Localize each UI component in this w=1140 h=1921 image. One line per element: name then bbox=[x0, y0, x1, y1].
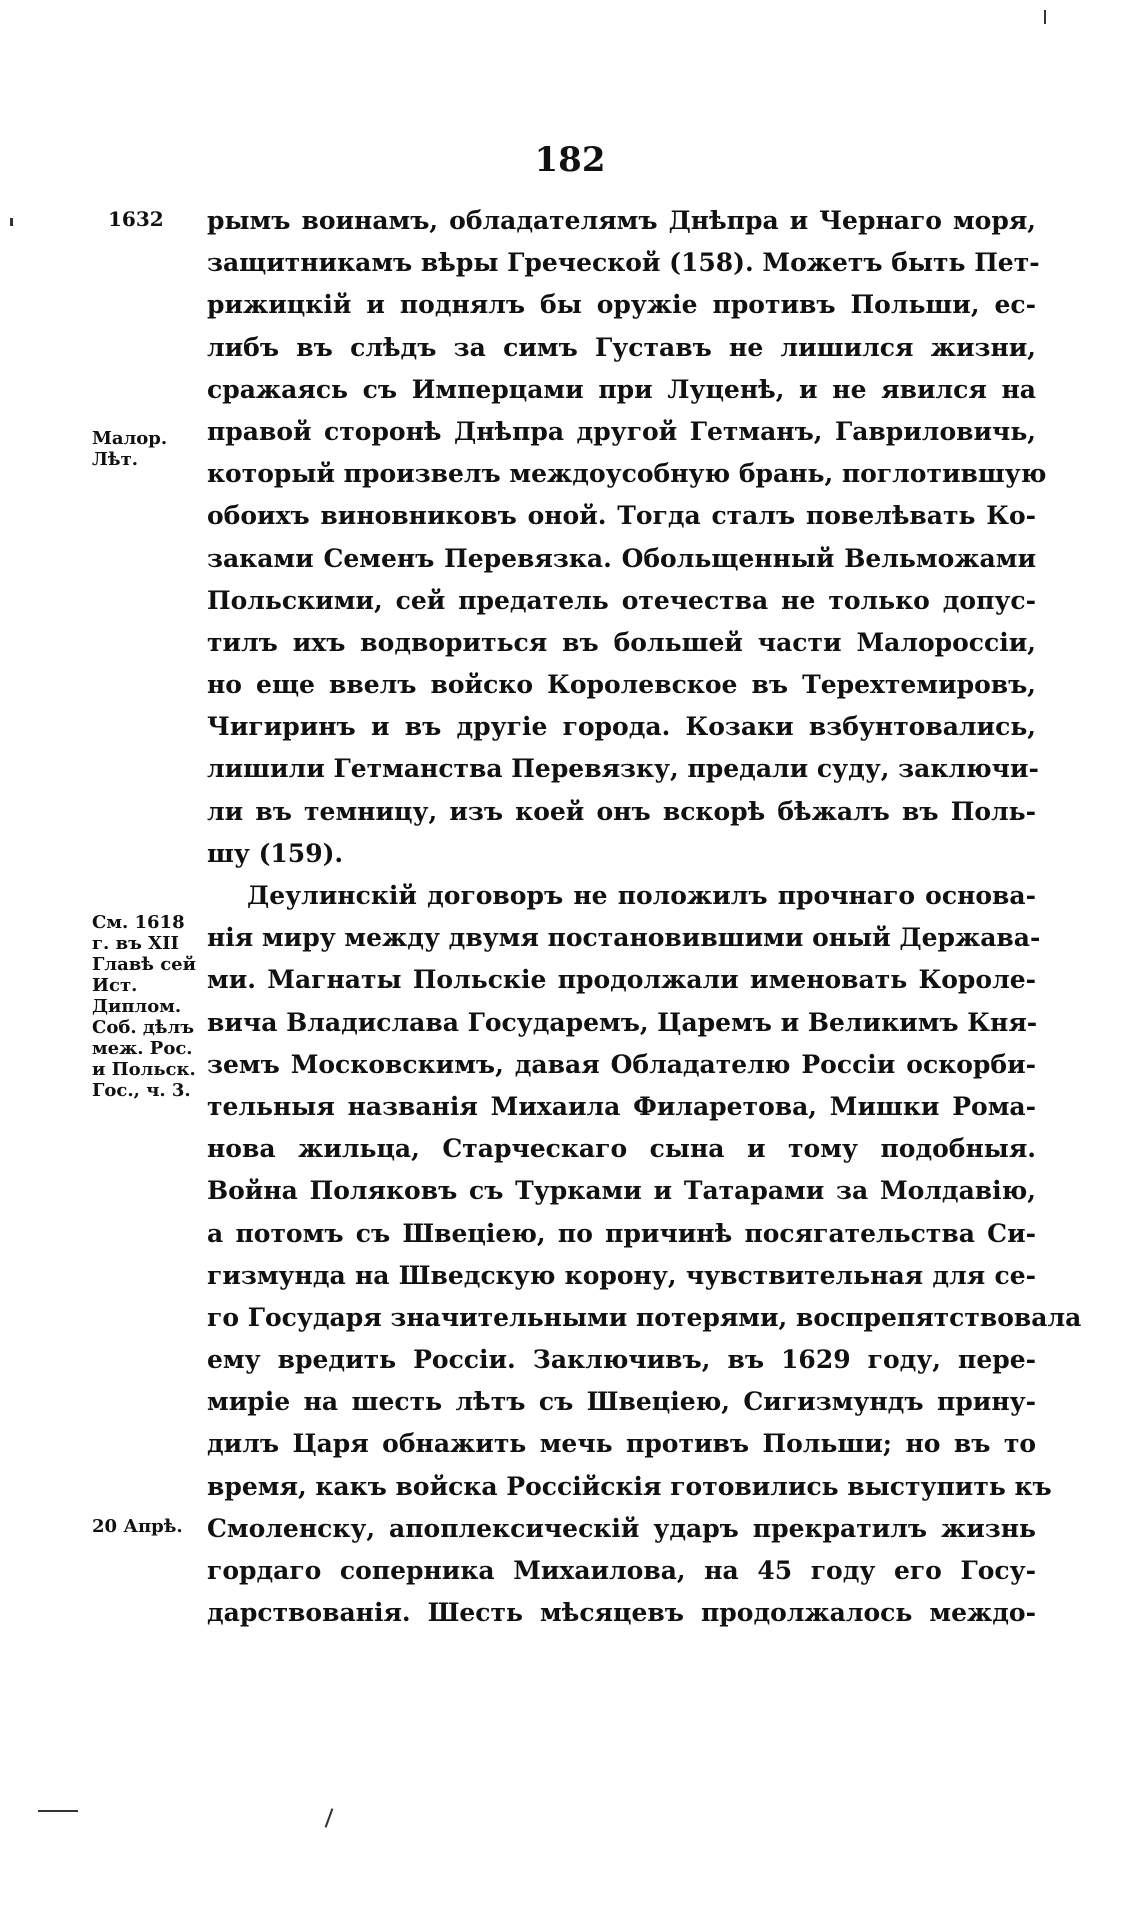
text-line: тельныя названія Михаила Филаретова, Мишки Рома- bbox=[207, 1091, 1036, 1121]
text-line: заками Семенъ Перевязка. Обольщенный Вельможами bbox=[207, 543, 1036, 573]
scan-mark-bottom bbox=[325, 1808, 334, 1827]
text-line: обоихъ виновниковъ оной. Тогда сталъ повелѣвать Ко- bbox=[207, 501, 1036, 531]
margin-note-date bbox=[92, 1516, 204, 1537]
text-line: го Государя значительными потерями, воспрепятствовала bbox=[207, 1302, 1082, 1332]
text-line: дарствованія. Шесть мѣсяцевъ продолжалось междо- bbox=[207, 1598, 1036, 1628]
margin-note-line: меж. Рос. bbox=[92, 1038, 193, 1059]
page-number: 182 bbox=[534, 140, 606, 180]
text-line: защитникамъ вѣры Греческой (158). Можетъ быть Пет- bbox=[207, 248, 1040, 278]
margin-note-line: Малор. bbox=[92, 428, 168, 449]
text-line: правой сторонѣ Днѣпра другой Гетманъ, Гавриловичь, bbox=[207, 416, 1036, 446]
text-line: сражаясь съ Имперцами при Луценѣ, и не явился на bbox=[207, 374, 1036, 404]
text-line: ему вредить Россіи. Заключивъ, въ 1629 году, пере- bbox=[207, 1345, 1036, 1375]
text-line: лишили Гетманства Перевязку, предали суду, заключи- bbox=[207, 754, 1039, 784]
text-line: нова жильца, Старческаго сына и тому подобныя. bbox=[207, 1134, 1036, 1164]
text-line: Чигиринъ и въ другіе города. Козаки взбунтовались, bbox=[207, 712, 1036, 742]
margin-note-line: г. въ XII bbox=[92, 933, 179, 954]
scan-mark-left bbox=[10, 218, 13, 226]
text-line: тилъ ихъ водвориться въ большей части Малороссіи, bbox=[207, 627, 1036, 657]
margin-note-line: и Польск. bbox=[92, 1059, 196, 1080]
text-line: время, какъ войска Россійскія готовились выступить къ bbox=[207, 1471, 1052, 1501]
text-line: гизмунда на Шведскую корону, чувствительная для се- bbox=[207, 1260, 1036, 1290]
scan-mark-bottom-left bbox=[38, 1810, 78, 1812]
margin-note-line: Главѣ сей bbox=[92, 954, 196, 975]
margin-note-line: Соб. дѣлъ bbox=[92, 1017, 195, 1038]
text-line: Деулинскій договоръ не положилъ прочнаго основа- bbox=[247, 881, 1036, 910]
year-marker: 1632 bbox=[108, 207, 164, 231]
margin-note-sources bbox=[92, 912, 204, 1101]
text-line: шу (159). bbox=[207, 838, 344, 868]
text-line: а потомъ съ Швеціею, по причинѣ посягательства Си- bbox=[207, 1218, 1036, 1248]
margin-note-malor bbox=[92, 428, 204, 470]
text-line: который произвелъ междоусобную брань, поглотившую bbox=[207, 459, 1047, 489]
text-line: рижицкій и поднялъ бы оружіе противъ Польши, ес- bbox=[207, 290, 1036, 320]
margin-note-line: Диплом. bbox=[92, 996, 182, 1017]
paragraph-1 bbox=[207, 200, 1047, 875]
text-line: либъ въ слѣдъ за симъ Густавъ не лишился жизни, bbox=[207, 332, 1036, 362]
text-line: но еще ввелъ войско Королевское въ Терехтемировъ, bbox=[207, 670, 1036, 700]
margin-note-line: См. 1618 bbox=[92, 912, 185, 933]
text-line: вича Владислава Государемъ, Царемъ и Великимъ Кня- bbox=[207, 1007, 1038, 1037]
text-line: Смоленску, апоплексическій ударъ прекратилъ жизнь bbox=[207, 1513, 1036, 1543]
scan-mark-top-right bbox=[1044, 10, 1046, 24]
text-line: гордаго соперника Михаилова, на 45 году его Госу- bbox=[207, 1556, 1036, 1585]
text-line: рымъ воинамъ, обладателямъ Днѣпра и Чернаго моря, bbox=[207, 206, 1036, 235]
margin-note-line: Гос., ч. 3. bbox=[92, 1080, 191, 1101]
main-text bbox=[207, 200, 1082, 1634]
margin-note-line: Ист. bbox=[92, 975, 138, 996]
text-line: земъ Московскимъ, давая Обладателю Россіи оскорби- bbox=[207, 1049, 1036, 1079]
text-line: дилъ Царя обнажить мечь противъ Польши; но въ то bbox=[207, 1429, 1036, 1459]
margin-note-line: 20 Апрѣ. bbox=[92, 1516, 183, 1537]
text-line: миріе на шесть лѣтъ съ Швеціею, Сигизмундъ прину- bbox=[207, 1387, 1036, 1417]
paragraph-2 bbox=[207, 875, 1082, 1634]
text-line: Война Поляковъ съ Турками и Татарами за Молдавію, bbox=[207, 1176, 1036, 1206]
text-line: ми. Магнаты Польскіе продолжали именовать Короле- bbox=[207, 965, 1036, 995]
text-line: Польскими, сей предатель отечества не только допус- bbox=[207, 585, 1036, 615]
text-line: ли въ темницу, изъ коей онъ вскорѣ бѣжалъ въ Поль- bbox=[207, 796, 1036, 826]
text-line: нія миру между двумя постановившими оный Державa- bbox=[207, 923, 1041, 953]
margin-note-line: Лѣт. bbox=[92, 449, 138, 470]
